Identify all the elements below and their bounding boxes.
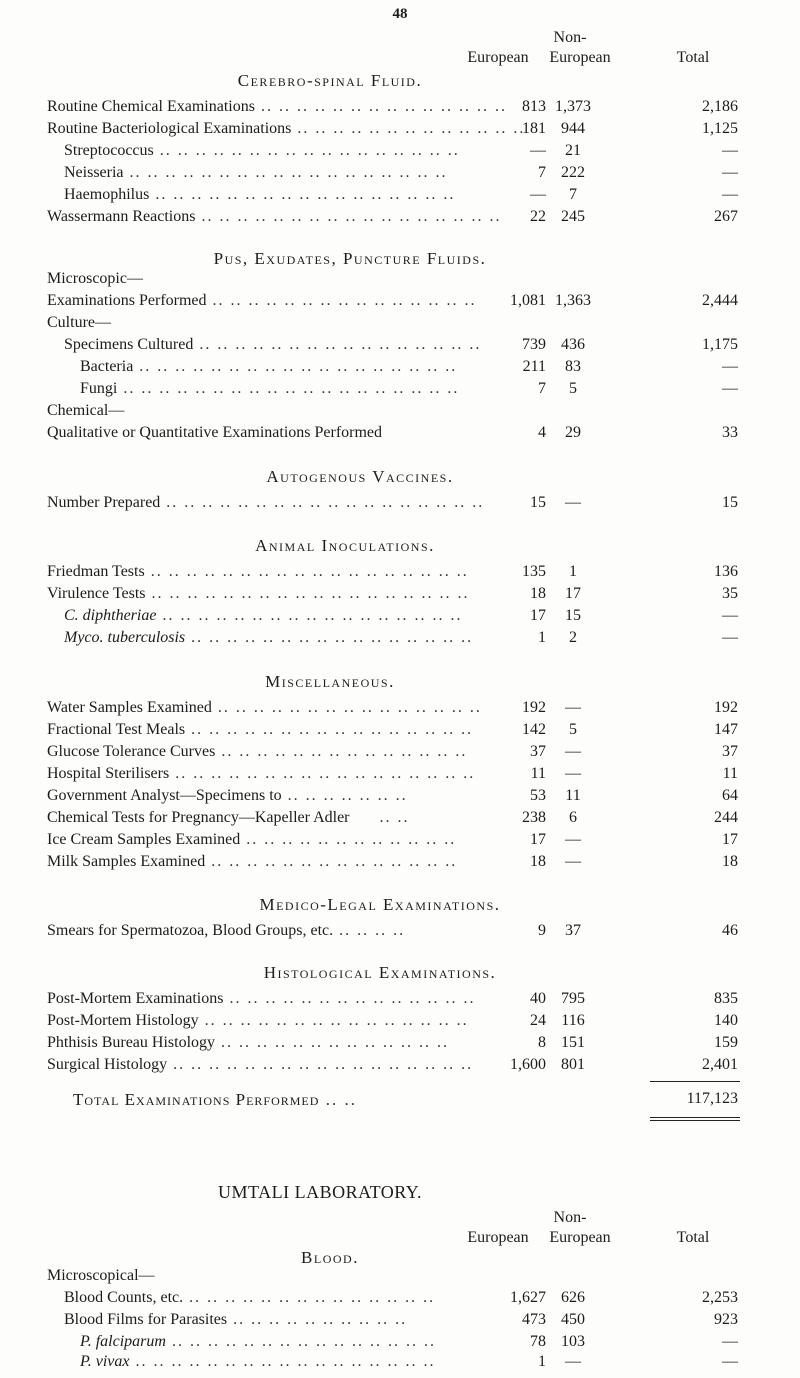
row-label: Chemical Tests for Pregnancy—Kapeller Adler	[47, 809, 350, 826]
section-title-pus: Pus, Exudates, Puncture Fluids.	[213, 249, 487, 268]
cell-total: 267	[714, 208, 738, 225]
section-title-csf: Cerebro-spinal Fluid.	[237, 71, 423, 90]
cell-non-european: 103	[561, 1333, 585, 1350]
cell-non-european: 245	[561, 208, 585, 225]
grand-total-label: Total Examinations Performed	[73, 1090, 320, 1109]
total-rule-top	[650, 1081, 740, 1082]
table-row: Myco. tuberculosis .. .. .. .. .. .. .. .. .. .. .. .. .. .. .. .. 1 2 —	[64, 629, 738, 646]
col-european: European	[467, 49, 529, 66]
table-row: Blood Films for Parasites .. .. .. .. .. .. .. .. .. .. 473 450 923	[64, 1311, 738, 1328]
cell-total: —	[722, 380, 738, 397]
cell-european: 1	[538, 1353, 546, 1370]
row-label: Routine Chemical Examinations	[47, 98, 255, 115]
grand-total-value: 117,123	[686, 1090, 738, 1107]
cell-total: 33	[722, 424, 738, 441]
table-row: Blood Counts, etc. .. .. .. .. .. .. .. .. .. .. .. .. .. .. 1,627 626 2,253	[64, 1289, 738, 1306]
row-label: Post-Mortem Histology	[47, 1012, 199, 1029]
cell-european: 9	[538, 922, 546, 939]
table-row: Bacteria .. .. .. .. .. .. .. .. .. .. .. .. .. .. .. .. .. .. 211 83 —	[80, 358, 738, 375]
row-label: Hospital Sterilisers	[47, 765, 170, 782]
umtali-laboratory-title: UMTALI LABORATORY.	[218, 1182, 422, 1202]
table-row: Fungi .. .. .. .. .. .. .. .. .. .. .. .. .. .. .. .. .. .. .. 7 5 —	[80, 380, 738, 397]
cell-european: 24	[530, 1012, 546, 1029]
section-title-blood: Blood.	[301, 1248, 359, 1267]
row-label: Phthisis Bureau Histology	[47, 1034, 216, 1051]
cell-non-european: 37	[565, 922, 581, 939]
cell-european: 17	[530, 607, 546, 624]
cell-non-european: 151	[561, 1034, 585, 1051]
cell-total: 2,401	[702, 1056, 738, 1073]
row-label: Virulence Tests	[47, 585, 146, 602]
cell-total: 18	[722, 853, 738, 870]
cell-european: 78	[530, 1333, 546, 1350]
table-row: Ice Cream Samples Examined .. .. .. .. .. .. .. .. .. .. .. .. 17 — 17	[47, 831, 738, 848]
row-label: Milk Samples Examined	[47, 853, 206, 870]
row-label: Friedman Tests	[47, 563, 145, 580]
cell-total: 46	[722, 922, 738, 939]
cell-non-european: —	[565, 765, 581, 782]
cell-european: 211	[522, 358, 546, 375]
row-label: Ice Cream Samples Examined	[47, 831, 241, 848]
row-label: Government Analyst—Specimens to	[47, 787, 282, 804]
cell-total: 2,186	[702, 98, 738, 115]
cell-non-european: 21	[565, 142, 581, 159]
cell-total: 1,175	[702, 336, 738, 353]
row-label: Streptococcus	[64, 142, 154, 159]
cell-non-european: 222	[561, 164, 585, 181]
cell-european: 238	[522, 809, 546, 826]
cell-non-european: —	[565, 853, 581, 870]
table-row	[0, 424, 800, 446]
cell-total: —	[722, 1353, 738, 1370]
row-label: Examinations Performed	[47, 292, 207, 309]
cell-european: 11	[530, 765, 546, 782]
cell-total: 136	[714, 563, 738, 580]
row-label: Bacteria	[80, 358, 134, 375]
cell-european: 4	[538, 424, 546, 441]
cell-european: 18	[530, 585, 546, 602]
cell-european: 1,627	[510, 1289, 546, 1306]
table-row: Friedman Tests .. .. .. .. .. .. .. .. .. .. .. .. .. .. .. .. .. .. 135 1 136	[47, 563, 738, 580]
row-label: Haemophilus	[64, 186, 150, 203]
col-total: Total	[676, 49, 710, 66]
cell-total: 244	[714, 809, 738, 826]
subheading-chemical: Chemical—	[47, 402, 125, 419]
col-non-european-line2: European	[549, 49, 611, 66]
umtali-col-european: European	[467, 1229, 529, 1246]
row-label: Myco. tuberculosis	[64, 629, 186, 646]
row-label: Number Prepared	[47, 494, 161, 511]
cell-non-european: 29	[565, 424, 581, 441]
cell-european: 1,081	[510, 292, 546, 309]
table-row: Government Analyst—Specimens to .. .. .. .. .. .. .. 53 11 64	[47, 787, 738, 804]
table-row: P. falciparum .. .. .. .. .. .. .. .. .. .. .. .. .. .. .. 78 103 —	[80, 1333, 738, 1350]
cell-european: 192	[522, 699, 546, 716]
cell-european: 22	[530, 208, 546, 225]
cell-non-european: 6	[569, 809, 577, 826]
cell-non-european: —	[565, 743, 581, 760]
row-label: Glucose Tolerance Curves	[47, 743, 216, 760]
cell-non-european: 7	[569, 186, 577, 203]
table-row: Phthisis Bureau Histology .. .. .. .. .. .. .. .. .. .. .. .. .. 8 151 159	[47, 1034, 738, 1051]
cell-european: 7	[538, 380, 546, 397]
cell-european: 18	[530, 853, 546, 870]
subheading-microscopical: Microscopical—	[47, 1267, 155, 1284]
table-row: Hospital Sterilisers .. .. .. .. .. .. .. .. .. .. .. .. .. .. .. .. .. 11 — 11	[47, 765, 738, 782]
cell-european: 1	[538, 629, 546, 646]
table-row: Specimens Cultured .. .. .. .. .. .. .. .. .. .. .. .. .. .. .. .. 739 436 1,175	[64, 336, 738, 353]
cell-european: 739	[522, 336, 546, 353]
table-row: Routine Chemical Examinations .. .. .. .. .. .. .. .. .. .. .. .. .. .. 813 1,373 2,186	[47, 98, 738, 115]
section-title-vaccines: Autogenous Vaccines.	[266, 467, 454, 486]
cell-non-european: 1,363	[555, 292, 591, 309]
cell-european: 17	[530, 831, 546, 848]
table-row: Neisseria .. .. .. .. .. .. .. .. .. .. .. .. .. .. .. .. .. .. 7 222 —	[64, 164, 738, 181]
row-label: Routine Bacteriological Examinations	[47, 120, 292, 137]
cell-european: 53	[530, 787, 546, 804]
cell-non-european: —	[565, 831, 581, 848]
cell-non-european: 795	[561, 990, 585, 1007]
row-label: P. vivax	[80, 1353, 130, 1370]
total-rule-bottom-1	[650, 1117, 740, 1118]
cell-non-european: 17	[565, 585, 581, 602]
cell-total: —	[722, 358, 738, 375]
row-label: Smears for Spermatozoa, Blood Groups, etc.	[47, 922, 334, 939]
cell-european: 8	[538, 1034, 546, 1051]
cell-total: 35	[722, 585, 738, 602]
subheading-culture: Culture—	[47, 314, 111, 331]
table-row: Smears for Spermatozoa, Blood Groups, etc. .. .. .. .. 9 37 46	[47, 922, 738, 939]
row-label: Specimens Cultured	[64, 336, 194, 353]
grand-total-row: Total Examinations Performed .. .. 117,123	[73, 1090, 738, 1109]
row-label: Surgical Histology	[47, 1056, 168, 1073]
table-row: Streptococcus .. .. .. .. .. .. .. .. .. .. .. .. .. .. .. .. .. — 21 —	[64, 142, 738, 159]
row-label: Fractional Test Meals	[47, 721, 186, 738]
cell-european: 473	[522, 1311, 546, 1328]
umtali-col-non-european-line1: Non-	[553, 1209, 587, 1226]
table-row: Water Samples Examined .. .. .. .. .. .. .. .. .. .. .. .. .. .. .. 192 — 192	[47, 699, 738, 716]
cell-european: 40	[530, 990, 546, 1007]
row-label: Fungi	[80, 380, 118, 397]
cell-total: 159	[714, 1034, 738, 1051]
cell-non-european: 5	[569, 380, 577, 397]
cell-total: 2,253	[702, 1289, 738, 1306]
cell-non-european: 15	[565, 607, 581, 624]
cell-total: —	[722, 164, 738, 181]
table-row: Glucose Tolerance Curves .. .. .. .. .. .. .. .. .. .. .. .. .. .. 37 — 37	[47, 743, 738, 760]
cell-total: —	[722, 142, 738, 159]
section-title-histological: Histological Examinations.	[263, 963, 497, 982]
table-row: Fractional Test Meals .. .. .. .. .. .. .. .. .. .. .. .. .. .. .. .. 142 5 147	[47, 721, 738, 738]
cell-total: 17	[722, 831, 738, 848]
row-label: P. falciparum	[80, 1333, 166, 1350]
table-row: Number Prepared .. .. .. .. .. .. .. .. .. .. .. .. .. .. .. .. .. .. 15 — 15	[47, 494, 738, 511]
cell-european: 37	[530, 743, 546, 760]
cell-total: 923	[714, 1311, 738, 1328]
cell-non-european: —	[565, 1353, 581, 1370]
cell-non-european: 436	[561, 336, 585, 353]
table-row: Chemical Tests for Pregnancy—Kapeller Adler .. .. 238 6 244	[47, 809, 738, 826]
cell-european: 135	[522, 563, 546, 580]
row-label: Blood Counts, etc.	[64, 1289, 184, 1306]
row-label: Wassermann Reactions	[47, 208, 196, 225]
cell-european: 7	[538, 164, 546, 181]
cell-total: 1,125	[702, 120, 738, 137]
cell-total: 192	[714, 699, 738, 716]
cell-non-european: —	[565, 699, 581, 716]
section-title-medico-legal: Medico-Legal Examinations.	[259, 895, 501, 914]
cell-total: —	[722, 1333, 738, 1350]
row-label: Neisseria	[64, 164, 124, 181]
row-label: C. diphtheriae	[64, 607, 157, 624]
cell-european: 142	[522, 721, 546, 738]
table-row: Wassermann Reactions .. .. .. .. .. .. .. .. .. .. .. .. .. .. .. .. .. 22 245 267	[47, 208, 738, 225]
table-row: C. diphtheriae .. .. .. .. .. .. .. .. .. .. .. .. .. .. .. .. .. 17 15 —	[64, 607, 738, 624]
cell-total: 37	[722, 743, 738, 760]
cell-non-european: —	[565, 494, 581, 511]
section-title-animal: Animal Inoculations.	[255, 536, 435, 555]
table-row: Milk Samples Examined .. .. .. .. .. .. .. .. .. .. .. .. .. .. 18 — 18	[47, 853, 738, 870]
cell-total: —	[722, 629, 738, 646]
row-label: Blood Films for Parasites	[64, 1311, 228, 1328]
cell-non-european: 450	[561, 1311, 585, 1328]
table-row: Routine Bacteriological Examinations .. .. .. .. .. .. .. .. .. .. .. .. .. 181 944 1,125	[47, 120, 738, 137]
section-title-misc: Miscellaneous.	[265, 672, 395, 691]
cell-total: 835	[714, 990, 738, 1007]
table-row: Haemophilus .. .. .. .. .. .. .. .. .. .. .. .. .. .. .. .. .. — 7 —	[64, 186, 738, 203]
total-rule-bottom-2	[650, 1120, 740, 1121]
cell-european: 15	[530, 494, 546, 511]
cell-total: 64	[722, 787, 738, 804]
cell-european: 813	[522, 98, 546, 115]
cell-total: 11	[722, 765, 738, 782]
cell-european: —	[530, 142, 546, 159]
cell-non-european: 83	[565, 358, 581, 375]
cell-non-european: 11	[565, 787, 581, 804]
cell-european: 181	[522, 120, 546, 137]
table-row: Post-Mortem Examinations .. .. .. .. .. .. .. .. .. .. .. .. .. .. 40 795 835	[47, 990, 738, 1007]
cell-total: 2,444	[702, 292, 738, 309]
cell-total: 15	[722, 494, 738, 511]
cell-total: 140	[714, 1012, 738, 1029]
cell-non-european: 2	[569, 629, 577, 646]
cell-european: —	[530, 186, 546, 203]
row-label: Water Samples Examined	[47, 699, 212, 716]
cell-non-european: 626	[561, 1289, 585, 1306]
row-label: Post-Mortem Examinations	[47, 990, 224, 1007]
cell-non-european: 801	[561, 1056, 585, 1073]
table-row: Surgical Histology .. .. .. .. .. .. .. .. .. .. .. .. .. .. .. .. .. 1,600 801 2,401	[47, 1056, 738, 1073]
cell-total: —	[722, 607, 738, 624]
row-label: Qualitative or Quantitative Examinations Performed	[47, 424, 383, 441]
cell-non-european: 5	[569, 721, 577, 738]
table-row: Virulence Tests .. .. .. .. .. .. .. .. .. .. .. .. .. .. .. .. .. .. 18 17 35	[47, 585, 738, 602]
cell-non-european: 1,373	[555, 98, 591, 115]
col-non-european-line1: Non-	[553, 29, 587, 46]
page-number: 48	[392, 6, 408, 22]
subheading-microscopic: Microscopic—	[47, 270, 143, 287]
cell-non-european: 116	[561, 1012, 585, 1029]
table-row: Post-Mortem Histology .. .. .. .. .. .. .. .. .. .. .. .. .. .. .. 24 116 140	[47, 1012, 738, 1029]
umtali-col-total: Total	[676, 1229, 710, 1246]
cell-total: —	[722, 186, 738, 203]
table-row: P. vivax .. .. .. .. .. .. .. .. .. .. .. .. .. .. .. .. .. 1 — —	[80, 1353, 738, 1370]
cell-european: 1,600	[510, 1056, 546, 1073]
cell-total: 147	[714, 721, 738, 738]
cell-non-european: 1	[569, 563, 577, 580]
cell-non-european: 944	[561, 120, 585, 137]
table-row: Examinations Performed .. .. .. .. .. .. .. .. .. .. .. .. .. .. .. 1,081 1,363 2,444	[47, 292, 738, 309]
umtali-col-non-european-line2: European	[549, 1229, 611, 1246]
